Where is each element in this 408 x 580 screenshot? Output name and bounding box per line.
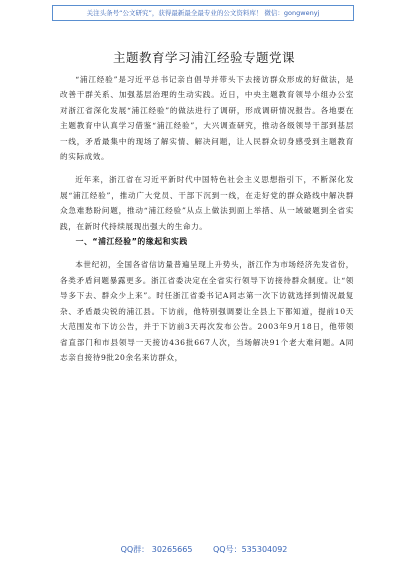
page-footer: [0, 544, 408, 555]
footer-qq-group: QQ群： 30265665: [120, 545, 193, 554]
document-title: 主题教育学习浦江经验专题党课: [112, 50, 295, 65]
body-paragraph: 本世纪初，全国各省信访量普遍呈现上升势头，浙江作为市场经济先发省份，各类矛盾问题暴露更多。浙江省委决定在全省实行领导下访接待群众制度。让“领导多下去、群众少上来”。时任浙江省委书记A同志第一次下访就选择到情况最复杂、矛盾最尖锐的浦江县。下访前，他特别强调要让全县上下都知道，提前10天大范围发布下访公告，并于下访前3天再次发布公告。2003年9月18日，他带领省直部门和市县领导一天接访436批667人次，当场解决91个老大难问题。A同志亲自接待9批20余名来访群众，: [60, 260, 354, 362]
header-banner[interactable]: 关注头条号“公文研究”，获得最新最全最专业的公文资料库！ 微信：gongwenyj: [52, 5, 354, 21]
body-paragraph: “浦江经验”是习近平总书记亲自倡导并带头下去接访群众形成的好做法，是改善干群关系、加强基层治理的生动实践。近日，中央主题教育领导小组办公室对浙江省深化发展“浦江经验”的做法进行了调研，形成调研情况报告。各地要在主题教育中认真学习借鉴“浦江经验”，大兴调查研究，推动各级领导干部到基层一线，矛盾最集中的现场了解实情、解决问题，让人民群众切身感受到主题教育的实际成效。: [60, 75, 354, 162]
footer-qq-number: QQ号：535304092: [213, 545, 288, 554]
section-heading: 一、“浦江经验”的缘起和实践: [75, 237, 188, 247]
document-body: [60, 72, 354, 365]
body-paragraph: 近年来，浙江省在习近平新时代中国特色社会主义思想指引下，不断深化发展“浦江经验”，推动广大党员、干部下沉到一线，在走好党的群众路线中解决群众急难愁盼问题，推动“浦江经验”从点上做法到面上举措、从一域破题到全省实践，在新时代持续展现出强大的生命力。: [60, 175, 354, 231]
